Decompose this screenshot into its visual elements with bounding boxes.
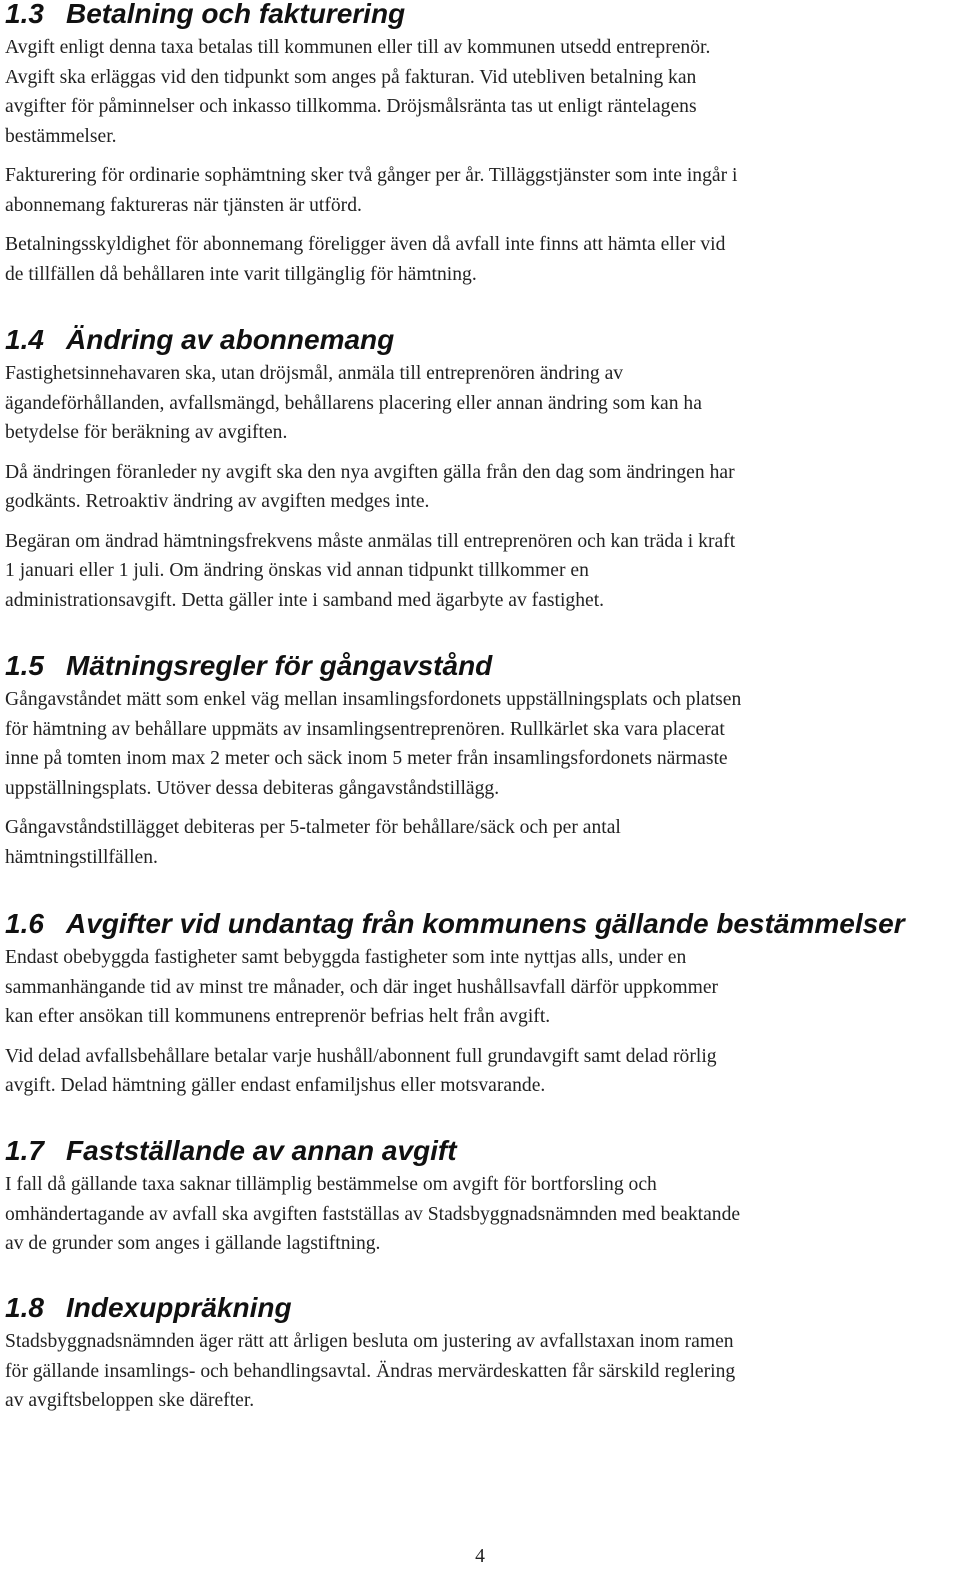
text-line: Begäran om ändrad hämtningsfrekvens måste anmälas till entreprenören och kan träda i kraft [5,530,736,552]
section-heading [5,324,953,356]
text-line: 1 januari eller 1 juli. Om ändring önskas vid annan tidpunkt tillkommer en [5,560,589,581]
section-title: Indexuppräkning [66,1292,292,1323]
text-line: omhändertagande av avfall ska avgiften fastställas av Stadsbyggnadsnämnden med beaktande [5,1203,741,1225]
text-line: kan efter ansökan till kommunens entreprenör befrias helt från avgift. [5,1006,551,1027]
section-heading [5,1135,953,1167]
text-line: betydelse för beräkning av avgiften. [5,422,288,443]
text-line: Gångavståndstillägget debiteras per 5-talmeter för behållare/säck och per antal [5,817,621,838]
text-line: de tillfällen då behållaren inte varit tillgänglig för hämtning. [5,263,477,285]
text-line: sammanhängande tid av minst tre månader, och där inget hushållsavfall därför uppkommer [5,976,719,998]
text-line: Stadsbyggnadsnämnden äger rätt att årligen besluta om justering av avfallstaxan inom ramen [5,1331,734,1352]
paragraph [5,230,953,289]
section-1-5 [5,650,953,872]
text-line: avgift. Delad hämtning gäller endast enfamiljshus eller motsvarande. [5,1075,546,1096]
section-number: 1.6 [5,908,44,939]
section-title: Betalning och fakturering [66,0,406,29]
section-title: Fastställande av annan avgift [66,1135,457,1166]
text-line: Betalningsskyldighet för abonnemang föreligger även då avfall inte finns att hämta eller vid [5,234,726,255]
text-line: Fakturering för ordinarie sophämtning sker två gånger per år. Tilläggstjänster som inte ingår i [5,165,738,186]
section-heading [5,650,953,682]
text-line: Vid delad avfallsbehållare betalar varje hushåll/abonnent full grundavgift samt delad rörlig [5,1045,717,1067]
section-number: 1.7 [5,1135,44,1166]
section-number: 1.4 [5,324,44,355]
paragraph [5,1042,953,1101]
section-title: Avgifter vid undantag från kommunens gällande bestämmelser [66,908,905,939]
section-title: Ändring av abonnemang [66,324,395,355]
text-line: Gångavståndet mätt som enkel väg mellan insamlingsfordonets uppställningsplats och platsen [5,689,742,710]
text-line: Avgift ska erläggas vid den tidpunkt som anges på fakturan. Vid utebliven betalning kan [5,66,697,88]
section-1-7 [5,1135,953,1259]
paragraph [5,1327,953,1416]
paragraph [5,161,953,220]
text-line: Då ändringen föranleder ny avgift ska den nya avgiften gälla från den dag som ändringen har [5,461,735,483]
paragraph [5,359,953,448]
text-line: hämtningstillfällen. [5,846,158,868]
section-title: Mätningsregler för gångavstånd [66,650,493,681]
paragraph [5,943,953,1032]
text-line: Fastighetsinnehavaren ska, utan dröjsmål, anmäla till entreprenören ändring av [5,363,624,384]
text-line: Endast obebyggda fastigheter samt bebyggda fastigheter som inte nyttjas alls, under en [5,947,687,968]
section-heading [5,1292,953,1324]
text-line: Avgift enligt denna taxa betalas till kommunen eller till av kommunen utsedd entreprenör. [5,37,711,58]
section-heading [5,908,953,940]
text-line: uppställningsplats. Utöver dessa debiteras gångavståndstillägg. [5,777,500,799]
text-line: I fall då gällande taxa saknar tillämplig bestämmelse om avgift för bortforsling och [5,1174,657,1195]
paragraph [5,458,953,517]
text-line: för gällande insamlings- och behandlingsavtal. Ändras mervärdeskatten får särskild reglering [5,1360,736,1382]
section-1-6 [5,908,953,1101]
text-line: abonnemang faktureras när tjänsten är utförd. [5,194,362,216]
page-number: 4 [475,1546,485,1567]
section-1-4 [5,324,953,615]
text-line: av de grunder som anges i gällande lagstiftning. [5,1233,381,1254]
section-number: 1.5 [5,650,44,681]
text-line: administrationsavgift. Detta gäller inte i samband med ägarbyte av fastighet. [5,589,605,611]
section-1-3 [5,0,953,289]
text-line: ägandeförhållanden, avfallsmängd, behållarens placering eller annan ändring som kan ha [5,392,702,414]
section-1-8 [5,1292,953,1416]
section-heading [5,0,953,30]
text-line: godkänts. Retroaktiv ändring av avgiften medges inte. [5,491,430,512]
paragraph [5,527,953,616]
text-line: av avgiftsbeloppen ske därefter. [5,1390,255,1411]
section-number: 1.3 [5,0,44,29]
text-line: bestämmelser. [5,125,117,147]
paragraph [5,813,953,872]
text-line: för hämtning av behållare uppmäts av insamlingsentreprenören. Rullkärlet ska vara placerat [5,718,725,740]
text-line: inne på tomten inom max 2 meter och säck inom 5 meter från insamlingsfordonets närmaste [5,748,728,769]
section-number: 1.8 [5,1292,44,1323]
paragraph [5,685,953,803]
paragraph [5,33,953,151]
paragraph [5,1170,953,1259]
text-line: avgifter för påminnelser och inkasso tillkomma. Dröjsmålsränta tas ut enligt räntelagens [5,96,697,117]
